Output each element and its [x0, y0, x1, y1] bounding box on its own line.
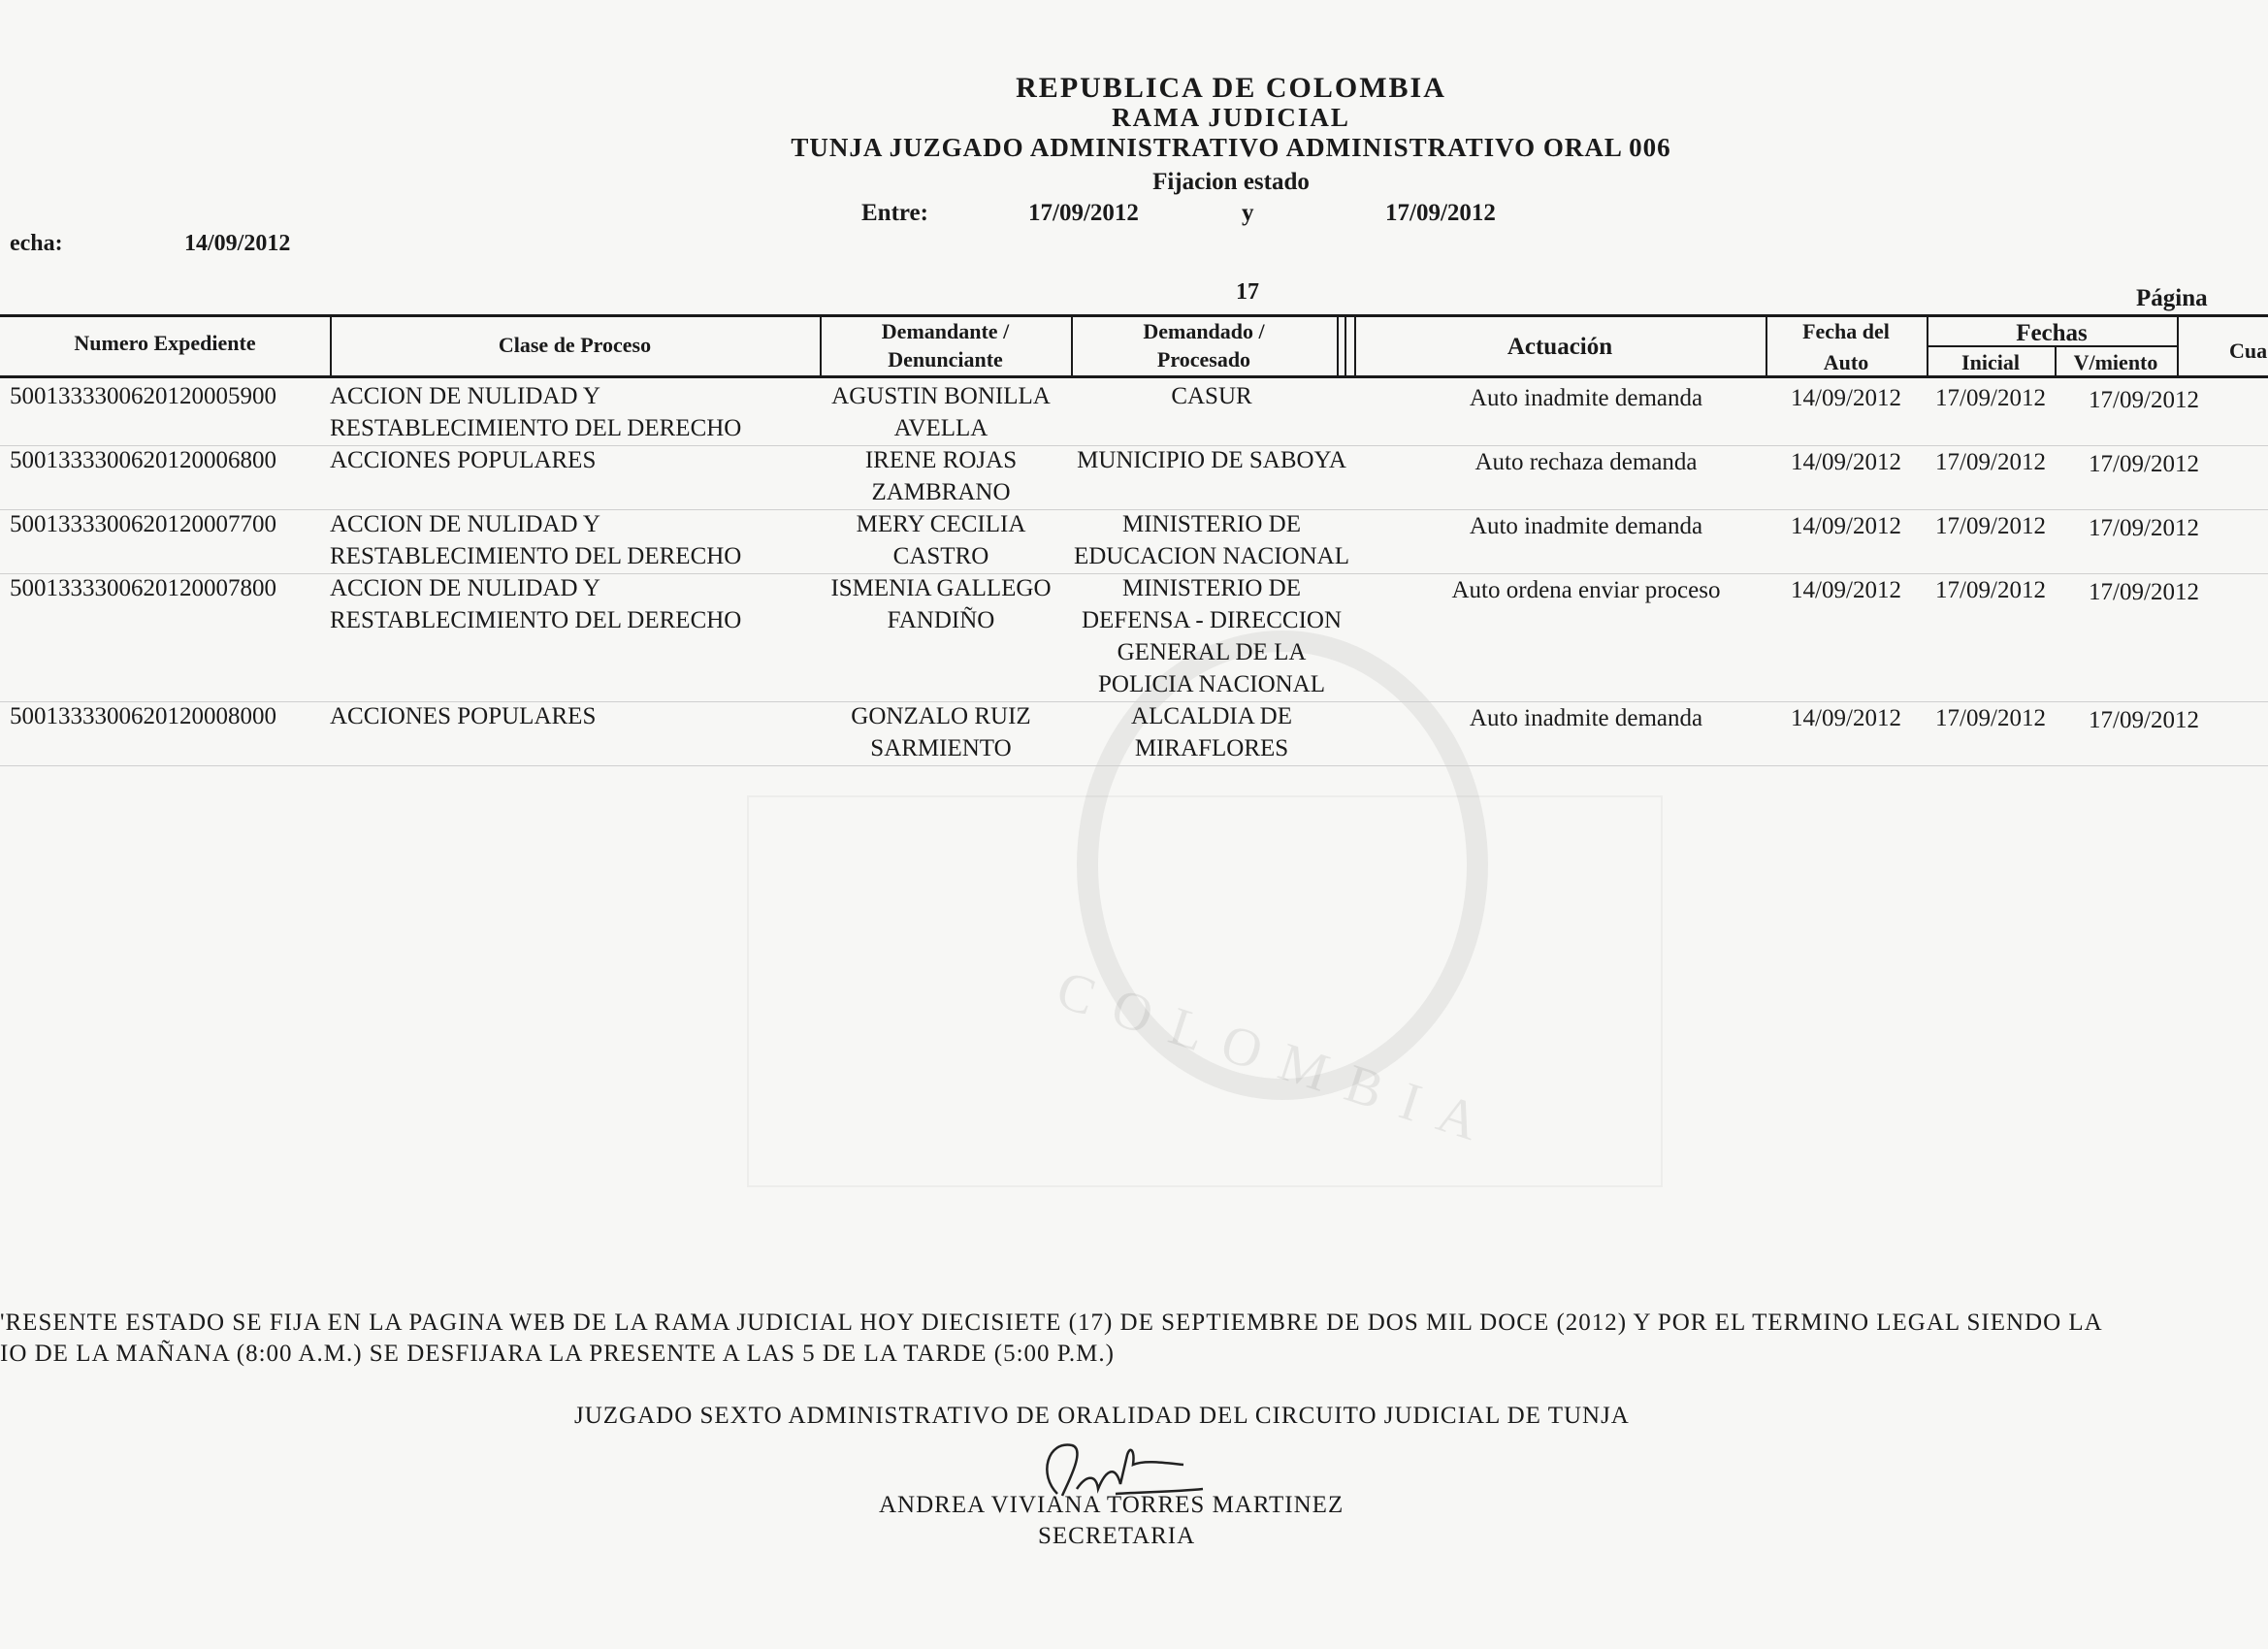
- cell-clase-proceso: ACCIONES POPULARES: [330, 447, 597, 473]
- footer-notice-line-2: IO DE LA MAÑANA (8:00 A.M.) SE DESFIJARA LA PRESENTE A LAS 5 DE LA TARDE (5:00 P.M.): [0, 1341, 1115, 1367]
- cell-demandante: IRENE ROJAS: [864, 447, 1018, 473]
- cell-fecha-auto: 14/09/2012: [1791, 385, 1901, 411]
- fecha-value: 14/09/2012: [184, 231, 291, 256]
- cell-demandado: POLICIA NACIONAL: [1097, 671, 1326, 697]
- col-header-demandado-2: Procesado: [1156, 347, 1251, 372]
- cell-numero-expediente: 5001333300620120006800: [10, 447, 276, 473]
- footer-notice-line-1: 'RESENTE ESTADO SE FIJA EN LA PAGINA WEB DE LA RAMA JUDICIAL HOY DIECISIETE (17) DE SEPTIEMBRE DE DOS MIL DOCE (2012) Y POR EL TERMINO LEGAL SIENDO LA: [0, 1310, 2103, 1336]
- cell-demandante: AGUSTIN BONILLA: [831, 383, 1051, 409]
- cell-fecha-inicial: 17/09/2012: [1935, 577, 2046, 603]
- cell-demandante: GONZALO RUIZ: [851, 703, 1031, 729]
- fecha-label: echa:: [10, 231, 63, 256]
- col-divider: [1337, 316, 1339, 376]
- row-separator: [0, 765, 2268, 766]
- cell-fecha-inicial: 17/09/2012: [1935, 385, 2046, 411]
- cell-demandante: AVELLA: [893, 415, 988, 441]
- col-header-cua: Cua: [2229, 339, 2268, 363]
- cell-actuacion: Auto inadmite demanda: [1469, 513, 1703, 539]
- entre-y: y: [1242, 200, 1254, 226]
- watermark-text: COLOMBIA: [1050, 959, 1507, 1159]
- header-republica: REPUBLICA DE COLOMBIA: [1016, 72, 1446, 104]
- cell-clase-proceso: ACCION DE NULIDAD Y: [330, 383, 600, 409]
- entre-to-date: 17/09/2012: [1385, 200, 1496, 226]
- cell-demandado: MUNICIPIO DE SABOYA: [1077, 447, 1346, 473]
- cell-clase-proceso: RESTABLECIMIENTO DEL DERECHO: [330, 607, 742, 633]
- col-divider: [1345, 316, 1346, 376]
- cell-numero-expediente: 5001333300620120007800: [10, 575, 276, 601]
- col-header-actuacion: Actuación: [1507, 334, 1613, 360]
- cell-numero-expediente: 5001333300620120005900: [10, 383, 276, 409]
- cell-fecha-vmiento: 17/09/2012: [2089, 515, 2199, 541]
- cell-fecha-auto: 14/09/2012: [1791, 705, 1901, 731]
- cell-demandado: CASUR: [1171, 383, 1252, 409]
- cell-fecha-auto: 14/09/2012: [1791, 449, 1901, 475]
- col-header-demandante-2: Denunciante: [888, 347, 1003, 372]
- cell-demandante: ISMENIA GALLEGO: [830, 575, 1052, 601]
- cell-fecha-inicial: 17/09/2012: [1935, 449, 2046, 475]
- cell-clase-proceso: ACCIONES POPULARES: [330, 703, 597, 729]
- cell-demandante: MERY CECILIA: [856, 511, 1026, 537]
- cell-demandante: SARMIENTO: [870, 735, 1012, 761]
- col-divider: [2177, 316, 2179, 376]
- cell-clase-proceso: ACCION DE NULIDAD Y: [330, 575, 600, 601]
- cell-fecha-vmiento: 17/09/2012: [2089, 707, 2199, 733]
- cell-fecha-vmiento: 17/09/2012: [2089, 579, 2199, 605]
- footer-court-name: JUZGADO SEXTO ADMINISTRATIVO DE ORALIDAD DEL CIRCUITO JUDICIAL DE TUNJA: [574, 1403, 1630, 1429]
- cell-demandado: EDUCACION NACIONAL: [1073, 543, 1349, 569]
- cell-fecha-auto: 14/09/2012: [1791, 577, 1901, 603]
- col-header-clase: Clase de Proceso: [498, 333, 652, 357]
- cell-fecha-auto: 14/09/2012: [1791, 513, 1901, 539]
- cell-demandante: ZAMBRANO: [871, 479, 1011, 505]
- col-header-vmiento: V/miento: [2073, 350, 2158, 374]
- header-juzgado: TUNJA JUZGADO ADMINISTRATIVO ADMINISTRATIVO ORAL 006: [791, 133, 1671, 162]
- footer-signer-name: ANDREA VIVIANA TORRES MARTINEZ: [879, 1492, 1345, 1518]
- header-fijacion: Fijacion estado: [1152, 169, 1310, 195]
- col-header-demandado-1: Demandado /: [1143, 319, 1265, 343]
- cell-demandado: DEFENSA - DIRECCION: [1081, 607, 1343, 633]
- cell-fecha-vmiento: 17/09/2012: [2089, 451, 2199, 477]
- col-header-inicial: Inicial: [1961, 350, 2020, 374]
- cell-numero-expediente: 5001333300620120007700: [10, 511, 276, 537]
- cell-demandado: GENERAL DE LA: [1117, 639, 1307, 665]
- pagina-label: Página: [2136, 285, 2208, 311]
- cell-actuacion: Auto rechaza demanda: [1474, 449, 1698, 475]
- cell-demandante: CASTRO: [892, 543, 989, 569]
- col-header-fecha-auto-2: Auto: [1823, 350, 1869, 374]
- col-header-demandante-1: Demandante /: [881, 319, 1010, 343]
- page-number: 17: [1236, 279, 1259, 305]
- footer-signer-role: SECRETARIA: [1038, 1523, 1196, 1549]
- col-header-numero: Numero Expediente: [74, 331, 256, 355]
- cell-demandado: ALCALDIA DE: [1131, 703, 1292, 729]
- cell-fecha-inicial: 17/09/2012: [1935, 705, 2046, 731]
- cell-clase-proceso: RESTABLECIMIENTO DEL DERECHO: [330, 543, 742, 569]
- cell-demandado: MINISTERIO DE: [1121, 511, 1301, 537]
- cell-actuacion: Auto ordena enviar proceso: [1451, 577, 1721, 603]
- col-header-fechas: Fechas: [2016, 320, 2088, 346]
- entre-from-date: 17/09/2012: [1028, 200, 1139, 226]
- cell-actuacion: Auto inadmite demanda: [1469, 385, 1703, 411]
- cell-demandado: MIRAFLORES: [1134, 735, 1289, 761]
- col-header-fecha-auto-1: Fecha del: [1802, 319, 1890, 343]
- cell-numero-expediente: 5001333300620120008000: [10, 703, 276, 729]
- entre-label: Entre:: [861, 200, 928, 226]
- header-rama-judicial: RAMA JUDICIAL: [1112, 103, 1350, 132]
- cell-clase-proceso: ACCION DE NULIDAD Y: [330, 511, 600, 537]
- cell-clase-proceso: RESTABLECIMIENTO DEL DERECHO: [330, 415, 742, 441]
- cell-demandado: MINISTERIO DE: [1121, 575, 1301, 601]
- cell-demandante: FANDIÑO: [887, 607, 995, 633]
- cell-fecha-inicial: 17/09/2012: [1935, 513, 2046, 539]
- cell-fecha-vmiento: 17/09/2012: [2089, 387, 2199, 413]
- cell-actuacion: Auto inadmite demanda: [1469, 705, 1703, 731]
